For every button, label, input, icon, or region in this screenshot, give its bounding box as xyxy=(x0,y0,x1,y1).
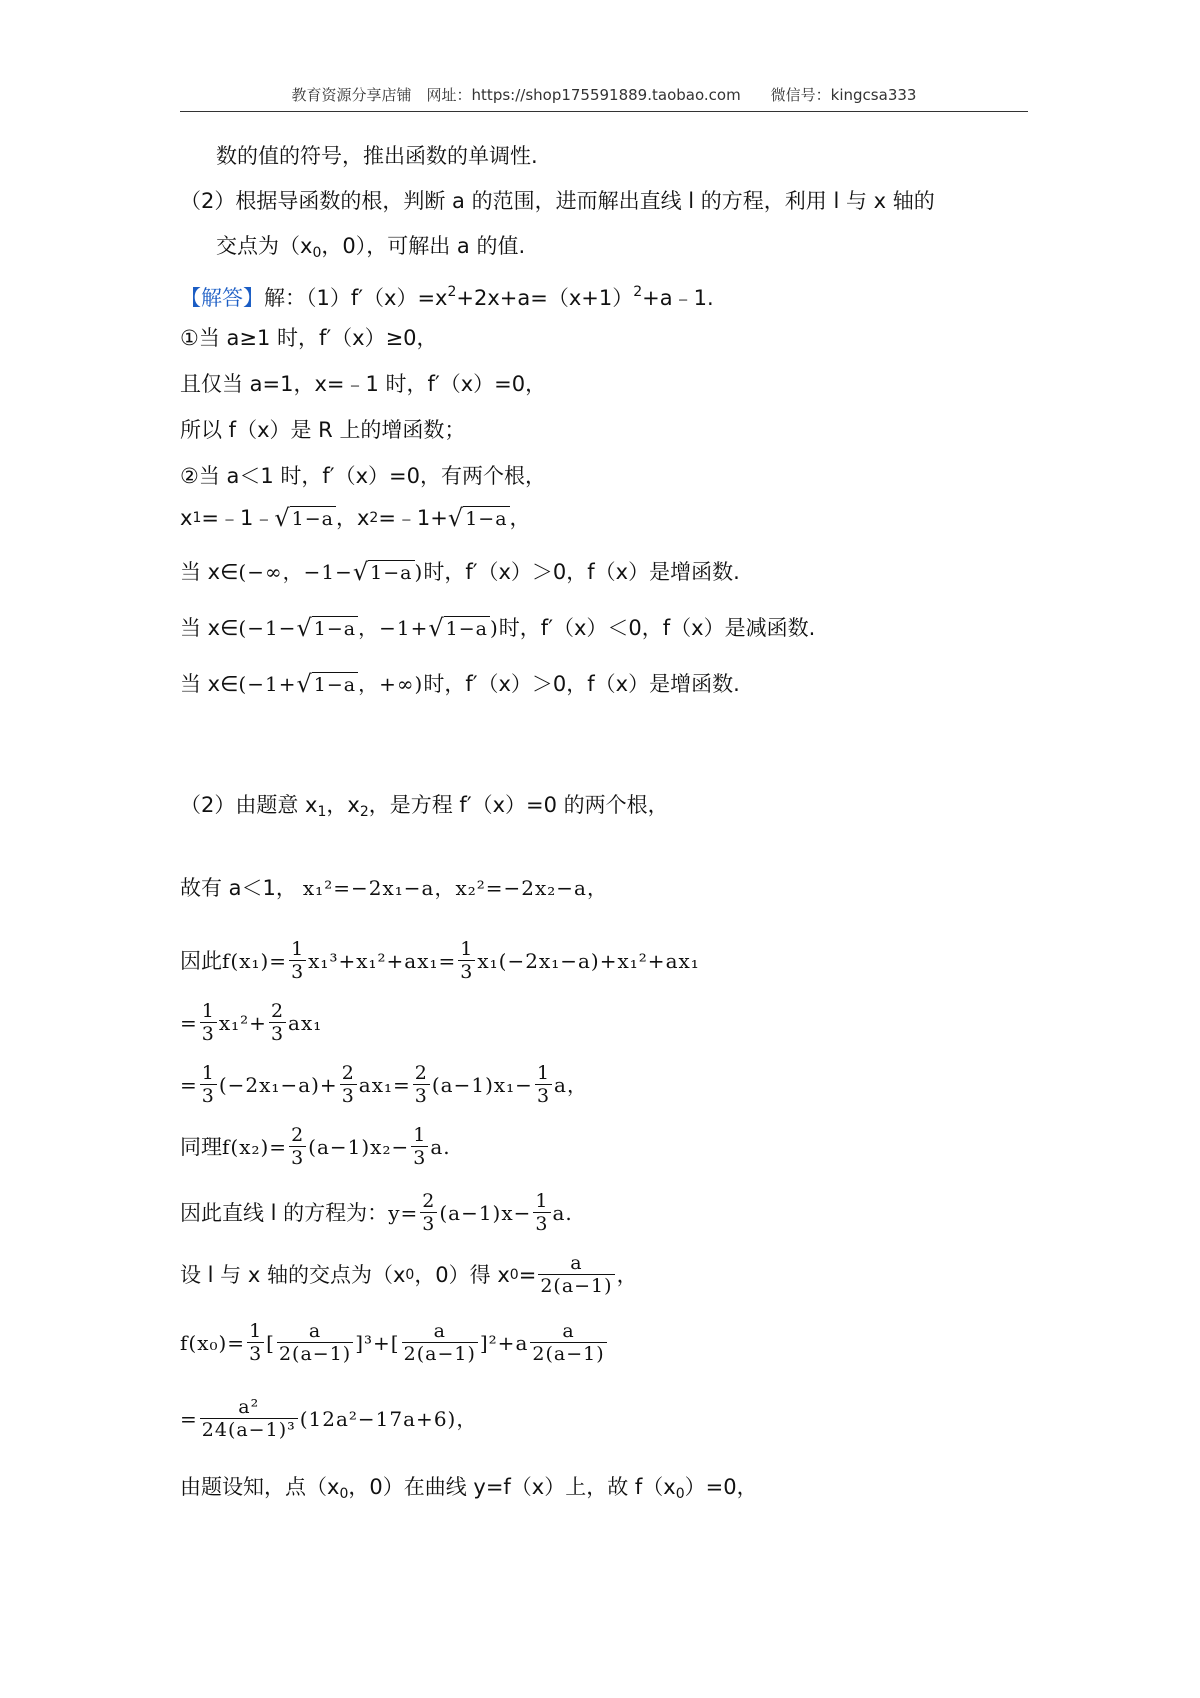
superscript: 2 xyxy=(447,284,457,300)
math-span: a， xyxy=(554,1072,588,1097)
denominator: 2(a−1) xyxy=(278,1343,352,1365)
math-span: (a−1)x₂− xyxy=(308,1134,410,1159)
text-span: 当 x∈ xyxy=(180,560,239,584)
fraction xyxy=(200,1062,217,1107)
math-span: ax₁= xyxy=(358,1072,411,1097)
subscript: 0 xyxy=(312,245,322,261)
sqrt xyxy=(353,559,415,585)
radical-sign: √ xyxy=(428,614,444,642)
superscript: 2 xyxy=(633,284,643,300)
subscript: 1 xyxy=(192,510,202,526)
fraction xyxy=(289,938,306,983)
subscript: 0 xyxy=(339,1486,349,1502)
radical-sign: √ xyxy=(352,558,369,586)
text-span: x xyxy=(180,506,193,530)
text-span: 因此直线 l 的方程为： xyxy=(180,1200,389,1225)
fraction xyxy=(420,1190,437,1235)
math-expression xyxy=(180,1252,638,1297)
math-span: [ xyxy=(266,1330,275,1355)
math-span: (−2x₁−a)+ xyxy=(218,1072,338,1097)
text-span: 时，f′（x）＜0，f（x）是减函数. xyxy=(498,616,816,640)
numerator: 2 xyxy=(291,1124,305,1146)
math-expression xyxy=(180,1062,588,1107)
text-line xyxy=(180,1472,758,1509)
math-span: (−∞，−1− xyxy=(238,560,353,584)
text-span: ，0）在曲线 y=f（x）上，故 f（x xyxy=(348,1475,676,1499)
text-span: 因此 xyxy=(180,948,222,973)
text-line: 且仅当 a=1，x=﹣1 时，f′（x）=0， xyxy=(180,372,547,396)
math-span: a. xyxy=(552,1200,573,1225)
text-span: +a﹣1. xyxy=(642,286,714,310)
fraction xyxy=(200,1396,298,1441)
sqrt xyxy=(296,671,358,697)
roots-line xyxy=(180,502,531,533)
math-span: ax₁ xyxy=(288,1010,323,1035)
numerator: 2 xyxy=(422,1190,436,1212)
text-line xyxy=(216,231,525,268)
text-span: （2）由题意 x xyxy=(180,793,318,817)
math-span: f(x₀)= xyxy=(180,1330,246,1355)
math-span: ，−1+ xyxy=(358,616,429,640)
text-line: 数的值的符号，推出函数的单调性. xyxy=(216,144,538,168)
fraction xyxy=(533,1190,550,1235)
math-span: ]³+[ xyxy=(355,1330,400,1355)
math-span: = xyxy=(180,1072,198,1097)
math-line xyxy=(180,1396,477,1441)
math-span: (−1− xyxy=(238,616,297,640)
interval-expression xyxy=(180,669,740,699)
fraction xyxy=(530,1320,606,1365)
denominator: 2(a−1) xyxy=(403,1343,476,1365)
fraction xyxy=(200,1000,217,1045)
math-span: f(x₁)= xyxy=(222,948,288,973)
numerator: 2 xyxy=(414,1062,428,1084)
text-span: +2x+a=（x+1） xyxy=(456,286,634,310)
denominator: 3 xyxy=(422,1213,436,1235)
denominator: 3 xyxy=(414,1085,428,1107)
subscript: 0 xyxy=(675,1486,685,1502)
numerator: 2 xyxy=(270,1000,285,1022)
numerator: a xyxy=(570,1252,583,1274)
radical-sign: √ xyxy=(274,504,290,532)
radicand: 1−a xyxy=(445,618,488,640)
sqrt xyxy=(296,615,358,641)
math-span: = xyxy=(180,1010,198,1035)
denominator: 3 xyxy=(291,961,305,983)
text-span: 故有 a＜1， xyxy=(180,876,297,900)
interval-line xyxy=(180,668,740,699)
fraction xyxy=(413,1062,430,1107)
solution-tag: 【解答】 xyxy=(180,286,264,310)
math-line xyxy=(180,872,608,903)
text-span: 由题设知，点（x xyxy=(180,1475,340,1499)
math-line xyxy=(180,1062,588,1107)
text-span: =﹣1+ xyxy=(378,506,448,530)
math-span: x₁²=−2x₁−a，x₂²=−2x₂−a， xyxy=(302,876,608,900)
math-span: ) xyxy=(414,560,424,584)
text-span: ， xyxy=(509,506,531,530)
math-span: x₁²+ xyxy=(218,1010,267,1035)
solution-line xyxy=(180,277,714,313)
math-expression xyxy=(180,873,608,903)
math-span: ，+∞) xyxy=(358,672,424,696)
denominator: 3 xyxy=(291,1147,305,1169)
text-line: （2）根据导函数的根，判断 a 的范围，进而解出直线 l 的方程，利用 l 与 x 轴的 xyxy=(180,189,935,213)
math-span: (−1+ xyxy=(238,672,297,696)
denominator: 3 xyxy=(201,1085,215,1107)
numerator: 1 xyxy=(460,938,474,960)
math-line xyxy=(180,1000,322,1045)
denominator: 3 xyxy=(536,1085,551,1107)
math-expression xyxy=(180,1396,477,1441)
radicand: 1−a xyxy=(313,618,357,640)
text-span: ，0）得 x xyxy=(414,1262,510,1287)
fraction xyxy=(458,938,475,983)
fraction xyxy=(247,1320,264,1365)
radical-sign: √ xyxy=(447,504,464,532)
text-span: ，x xyxy=(335,506,370,530)
subscript: 0 xyxy=(509,1266,519,1283)
sqrt xyxy=(274,505,336,531)
math-expression xyxy=(180,938,700,983)
math-span: f(x₂)= xyxy=(222,1134,288,1159)
math-line xyxy=(180,1320,609,1365)
page-header: 教育资源分享店铺 网址：https://shop175591889.taobao.com 微信号：kingcsa333 xyxy=(291,86,917,104)
text-span: 时，f′（x）＞0，f（x）是增函数. xyxy=(423,560,740,584)
text-span: = xyxy=(518,1262,537,1287)
text-span: 当 x∈ xyxy=(180,672,239,696)
fraction xyxy=(535,1062,552,1107)
math-span: ]²+a xyxy=(479,1330,529,1355)
fraction xyxy=(402,1320,478,1365)
denominator: 2(a−1) xyxy=(540,1275,613,1297)
sqrt xyxy=(448,505,510,531)
radical-sign: √ xyxy=(296,614,312,642)
math-span: (a−1)x− xyxy=(439,1200,532,1225)
fraction xyxy=(538,1252,614,1297)
radical-sign: √ xyxy=(296,670,312,698)
radicand: 1−a xyxy=(313,674,357,696)
math-span: y= xyxy=(388,1200,419,1225)
numerator: a xyxy=(562,1320,575,1342)
text-span: 设 l 与 x 轴的交点为（x xyxy=(180,1262,406,1287)
math-span: = xyxy=(180,1406,198,1431)
subscript: 0 xyxy=(405,1266,415,1283)
radicand: 1−a xyxy=(370,562,413,584)
text-line: 所以 f（x）是 R 上的增函数； xyxy=(180,418,466,442)
fraction xyxy=(289,1124,306,1169)
subscript: 2 xyxy=(369,510,379,526)
math-span: x₁³+x₁²+ax₁= xyxy=(308,948,457,973)
denominator: 2(a−1) xyxy=(532,1343,605,1365)
numerator: 2 xyxy=(341,1062,355,1084)
numerator: 1 xyxy=(291,938,305,960)
math-line xyxy=(180,1124,451,1169)
math-line xyxy=(180,1190,573,1235)
numerator: a xyxy=(433,1320,446,1342)
text-span: ， xyxy=(616,1262,638,1287)
numerator: a² xyxy=(238,1396,260,1418)
text-span: ，是方程 f′（x）=0 的两个根， xyxy=(368,793,669,817)
fraction xyxy=(277,1320,353,1365)
text-span: 同理 xyxy=(180,1134,222,1159)
math-expression xyxy=(180,1320,609,1365)
interval-line xyxy=(180,612,815,643)
text-span: 时，f′（x）＞0，f（x）是增函数. xyxy=(423,672,740,696)
math-span: (12a²−17a+6)， xyxy=(299,1406,478,1431)
text-line xyxy=(180,790,669,827)
text-span: 当 x∈ xyxy=(180,616,239,640)
numerator: 1 xyxy=(536,1062,551,1084)
denominator: 3 xyxy=(249,1343,263,1365)
fraction xyxy=(340,1062,357,1107)
radicand: 1−a xyxy=(465,508,508,530)
math-span: ) xyxy=(489,616,499,640)
interval-expression xyxy=(180,557,740,587)
numerator: 1 xyxy=(201,1062,215,1084)
numerator: a xyxy=(308,1320,322,1342)
interval-expression xyxy=(180,613,815,643)
text-span: 解：（1）f′（x）=x xyxy=(264,286,448,310)
math-span: a. xyxy=(430,1134,451,1159)
math-line xyxy=(180,1252,638,1297)
math-span: x₁(−2x₁−a)+x₁²+ax₁ xyxy=(477,948,700,973)
denominator: 3 xyxy=(201,1023,215,1045)
denominator: 3 xyxy=(341,1085,355,1107)
text-line: ②当 a＜1 时，f′（x）=0，有两个根， xyxy=(180,464,546,488)
numerator: 1 xyxy=(535,1190,549,1212)
denominator: 3 xyxy=(270,1023,285,1045)
numerator: 1 xyxy=(249,1320,263,1342)
numerator: 1 xyxy=(201,1000,215,1022)
text-span: ，x xyxy=(326,793,360,817)
radicand: 1−a xyxy=(291,508,334,530)
numerator: 1 xyxy=(413,1124,427,1146)
fraction xyxy=(269,1000,286,1045)
text-span: ，0），可解出 a 的值. xyxy=(321,234,526,258)
roots-expression xyxy=(180,503,531,533)
denominator: 3 xyxy=(460,961,474,983)
math-expression xyxy=(180,1124,451,1169)
math-line xyxy=(180,938,700,983)
text-span: 交点为（x xyxy=(216,234,313,258)
denominator: 3 xyxy=(535,1213,549,1235)
text-span: =﹣1﹣ xyxy=(201,506,275,530)
header-rule xyxy=(180,111,1028,112)
subscript: 2 xyxy=(359,804,369,820)
math-expression xyxy=(180,1190,573,1235)
subscript: 1 xyxy=(317,804,327,820)
fraction xyxy=(411,1124,428,1169)
denominator: 24(a−1)³ xyxy=(201,1419,296,1441)
math-span: (a−1)x₁− xyxy=(431,1072,533,1097)
denominator: 3 xyxy=(413,1147,427,1169)
sqrt xyxy=(428,615,490,641)
interval-line xyxy=(180,556,740,587)
math-expression xyxy=(180,1000,322,1045)
text-line: ①当 a≥1 时，f′（x）≥0， xyxy=(180,326,438,350)
text-span: ）=0， xyxy=(684,1475,758,1499)
